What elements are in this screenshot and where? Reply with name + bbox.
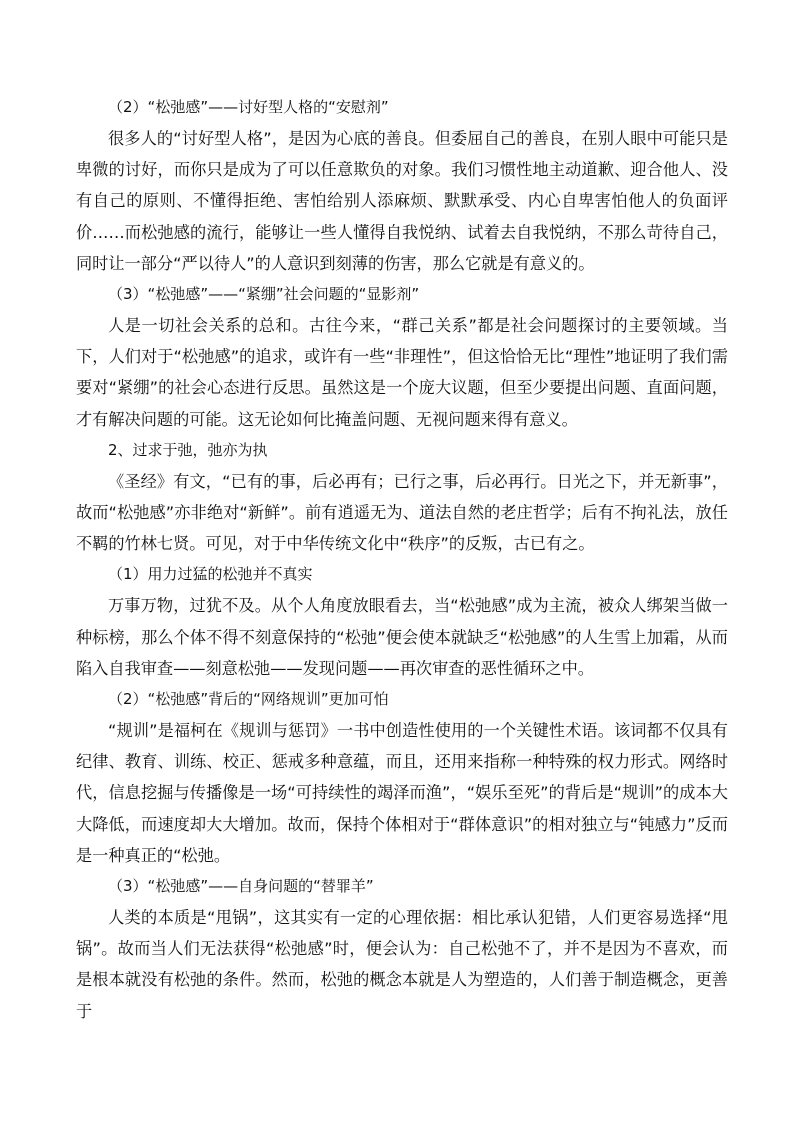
subheading-relaxation-comfort: （2）“松弛感”——讨好型人格的“安慰剂” — [108, 98, 389, 116]
subheading-scapegoat: （3）“松弛感”——自身问题的“替罪羊” — [108, 877, 374, 896]
paragraph-blame-shifting: 人类的本质是“甩锅”，这其实有一定的心理依据：相比承认犯错，人们更容易选择“甩锅”。故而当人们无法获得“松弛感”时，便会认为：自己松弛不了，并不是因为不喜欢，而是根本就没有松弛的条件。然而，松弛的概念本就是人为塑造的，人们善于制造概念，更善于 — [76, 908, 728, 1021]
document-page — [76, 92, 728, 1027]
section-heading-excess: 2、过求于弛，弛亦为执 — [108, 440, 268, 459]
paragraph-too-much: 万事万物，过犹不及。从个人角度放眼看去，当“松弛感”成为主流，被众人绑架当做一种标榜，那么个体不得不刻意保持的“松弛”便会使本就缺乏“松弛感”的人生雪上加霜，从而陷入自我审查——刻意松弛——发现问题——再次审查的恶性循环之中。 — [76, 596, 728, 678]
paragraph-people-pleasing: 很多人的“讨好型人格”，是因为心底的善良。但委屈自己的善良，在别人眼中可能只是卑微的讨好，而你只是成为了可以任意欺负的对象。我们习惯性地主动道歉、迎合他人、没有自己的原则、不懂得拒绝、害怕给别人添麻烦、默默承受、内心自卑害怕他人的负面评价……而松弛感的流行，能够让一些人懂得自我悦纳、试着去自我悦纳，不那么苛待自己，同时让一部分“严以待人”的人意识到刻薄的伤害，那么它就是有意义的。 — [76, 129, 728, 273]
subheading-overdone-relaxation: （1）用力过猛的松弛并不真实 — [108, 565, 313, 584]
subheading-relaxation-developer: （3）“松弛感”——“紧绷”社会问题的“显影剂” — [108, 285, 420, 304]
paragraph-foucault: “规训”是福柯在《规训与惩罚》一书中创造性使用的一个关键性术语。该词都不仅具有纪律、教育、训练、校正、惩戒多种意蕴，而且，还用来指称一种特殊的权力形式。网络时代，信息挖掘与传播像是一场“可持续性的竭泽而渔”，“娱乐至死”的背后是“规训”的成本大大降低，而速度却大大增加。故而，保持个体相对于“群体意识”的相对独立与“钝感力”反而是一种真正的“松弛。 — [76, 721, 728, 865]
paragraph-bible-quote: 《圣经》有文，“已有的事，后必再有；已行之事，后必再行。日光之下，并无新事”，故而“松弛感”亦非绝对“新鲜”。前有逍遥无为、道法自然的老庄哲学；后有不拘礼法，放任不羁的竹林七贤。可见，对于中华传统文化中“秩序”的反叛，古已有之。 — [76, 471, 728, 554]
subheading-network-discipline: （2）“松弛感”背后的“网络规训”更加可怕 — [108, 690, 389, 709]
paragraph-social-relations: 人是一切社会关系的总和。古往今来，“群己关系”都是社会问题探讨的主要领域。当下，人们对于“松弛感”的追求，或许有一些“非理性”，但这恰恰无比“理性”地证明了我们需要对“紧绷”的社会心态进行反思。虽然这是一个庞大议题，但至少要提出问题、直面问题，才有解决问题的可能。这无论如何比掩盖问题、无视问题来得有意义。 — [76, 316, 728, 429]
